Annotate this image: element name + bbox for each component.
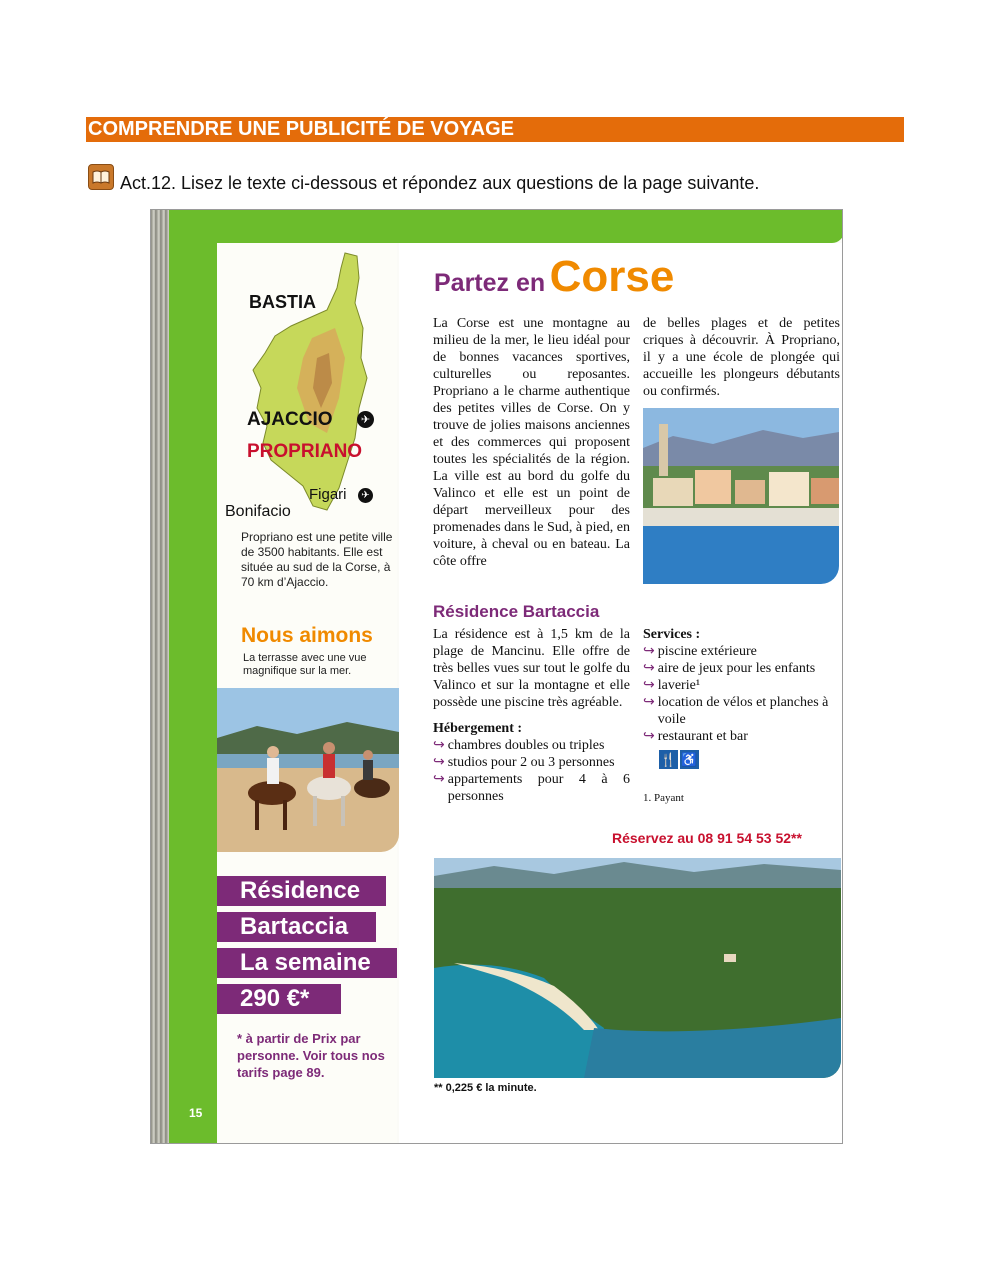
hebergement-item: ↪ chambres doubles ou triples [433, 738, 605, 753]
aerial-coast-photo [434, 858, 841, 1078]
headline-small: Partez en [434, 269, 546, 297]
map-label-ajaccio: AJACCIO [247, 409, 333, 430]
services-item: ↪ laverie¹ [643, 678, 701, 693]
residence-text: La résidence est à 1,5 km de la plage de Mancinu. Elle offre de très belles vues sur tout le golfe du Valinco et sur la montagne et elle possède une piscine très agréable. [433, 627, 630, 710]
intro-text-col1: La Corse est une montagne au milieu de la mer, le lieu idéal pour de bonnes vacances sportives, culturelles ou reposantes. Propriano a le charme authentique des petites villes de Corse. On y trouve de jolies maisons anciennes et des commerces qui proposent toutes les spécialités de la région. La ville est au bord du golfe du Valinco et elle est un point de départ merveilleux pour des promenades dans le Sud, à pied, en voiture, à cheval ou en bateau. La côte offre [433, 316, 630, 569]
cost-note: ** 0,225 € la minute. [434, 1082, 537, 1094]
price-box-line2: Bartaccia [217, 912, 376, 942]
book-icon[interactable] [88, 164, 114, 190]
ad-headline [434, 252, 674, 302]
price-box-line4: 290 €* [217, 984, 341, 1014]
residence-title: Résidence Bartaccia [433, 602, 600, 621]
services-item: ↪ restaurant et bar [643, 729, 748, 744]
horse-riding-photo [217, 688, 399, 852]
map-label-figari: Figari [309, 486, 347, 503]
green-top-band [169, 210, 843, 243]
restaurant-icon: 🍴 [659, 750, 678, 769]
green-left-band [169, 210, 217, 1144]
footnote: 1. Payant [643, 792, 684, 804]
nous-aimons-heading: Nous aimons [241, 624, 373, 647]
propriano-town-photo [643, 408, 839, 584]
services-section [643, 626, 843, 745]
price-box-line3: La semaine [217, 948, 397, 978]
airport-icon: ✈ [358, 488, 373, 503]
nous-aimons-text: La terrasse avec une vue magnifique sur la mer. [243, 652, 367, 677]
service-pictograms [659, 750, 699, 769]
map-label-bastia: BASTIA [249, 292, 316, 312]
hebergement-title: Hébergement : [433, 721, 523, 736]
page-number: 15 [189, 1106, 203, 1120]
services-item: ↪ piscine extérieure [643, 644, 757, 659]
map-label-propriano: PROPRIANO [247, 441, 363, 462]
price-note: * à partir de Prix par personne. Voir tous nos tarifs page 89. [237, 1031, 385, 1080]
services-title: Services : [643, 627, 701, 642]
headline-big: Corse [549, 252, 675, 301]
reservation-phone[interactable]: Réservez au 08 91 54 53 52** [612, 830, 802, 846]
corsica-map [217, 248, 397, 523]
map-caption: Propriano est une petite ville de 3500 habitants. Elle est située au sud de la Corse, à 70 km d’Ajaccio. [241, 530, 393, 589]
services-item: ↪ location de vélos et planches à voile [643, 695, 829, 727]
price-box-line1: Résidence [217, 876, 386, 906]
hebergement-item: ↪ studios pour 2 ou 3 personnes [433, 755, 615, 770]
activity-instruction [88, 162, 759, 192]
airport-icon: ✈ [357, 411, 374, 428]
services-item: ↪ aire de jeux pour les enfants [643, 661, 816, 676]
travel-ad-scan [150, 209, 843, 1144]
residence-section [433, 626, 630, 805]
hebergement-item: ↪ appartements pour 4 à 6 personnes [433, 772, 630, 804]
instruction-text: Act.12. Lisez le texte ci-dessous et répondez aux questions de la page suivante. [120, 172, 760, 193]
wheelchair-icon: ♿ [680, 750, 699, 769]
section-title: COMPRENDRE UNE PUBLICITÉ DE VOYAGE [86, 117, 904, 142]
map-label-bonifacio: Bonifacio [225, 503, 291, 520]
intro-text-col2: de belles plages et de petites criques à découvrir. À Propriano, il y a une école de plongée qui accueille les plongeurs débutants ou confirmés. [643, 316, 840, 399]
